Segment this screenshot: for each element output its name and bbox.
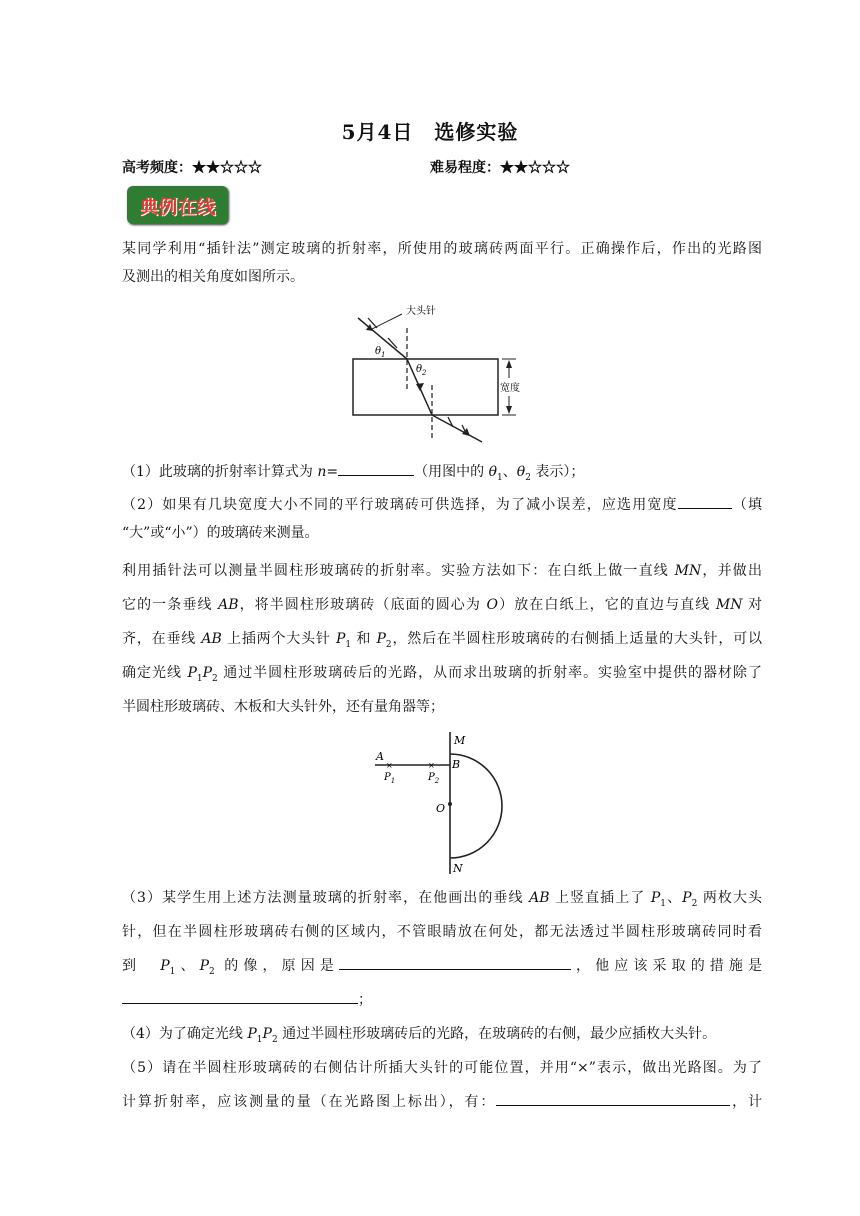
question-5-line-1: （5）请在半圆柱形玻璃砖的右侧估计所插大头针的可能位置，并用“×”表示，做出光路图。为了 (122, 1060, 762, 1076)
label-o: O (436, 802, 446, 815)
label-p1: $P_1$ (384, 772, 396, 785)
theta-2-label: $\theta_2$ (416, 364, 427, 377)
width-label: 宽度 (500, 383, 520, 394)
pin-label-leader (370, 314, 402, 330)
label-m: M (454, 734, 466, 747)
page-title: 5月4日 选修实验 (341, 120, 519, 144)
intro-line-1: 某同学利用“插针法”测定玻璃的折射率，所使用的玻璃砖两面平行。正确操作后，作出的光路图 (122, 241, 762, 257)
pin-label: 大头针 (406, 306, 436, 317)
emergent-ray (432, 415, 482, 442)
refracted-arrow (416, 383, 424, 391)
pin-marker-p2: × (428, 761, 435, 770)
difficulty-rating: 难易程度：★★☆☆☆ (430, 160, 570, 176)
example-badge (127, 186, 228, 224)
question-3-line-2: 针，但在半圆柱形玻璃砖右侧的区域内，不管眼睛放在何处，都无法透过半圆柱形玻璃砖同时看 (122, 924, 762, 940)
label-b: B (452, 758, 461, 771)
method-line-4: 确定光线 $P_1P_2$ 通过半圆柱形玻璃砖后的光路，从而求出玻璃的折射率。实验室中提供的器材除了 (122, 665, 763, 684)
frequency-rating: 高考频度：★★☆☆☆ (122, 160, 262, 176)
question-2-line-2: “大”或“小”）的玻璃砖来测量。 (122, 525, 319, 541)
question-3-line-4: ； (122, 986, 762, 1014)
method-line-3: 齐，在垂线 AB 上插两个大头针 $P_1$ 和 $P_2$，然后在半圆柱形玻璃砖的右侧插上适量的大头针，可以 (122, 631, 762, 650)
label-p2: $P_2$ (428, 772, 440, 785)
figure-semicircular-glass (370, 728, 510, 878)
question-5-line-2: 计算折射率，应该测量的量（在光路图上标出），有： ，计 (122, 1088, 762, 1116)
width-arrowhead-top (506, 360, 512, 368)
question-1: （1）此玻璃的折射率计算式为 n= （用图中的 $\theta_1$、$\theta_2$ 表示）； (122, 458, 762, 492)
method-line-1: 利用插针法可以测量半圆柱形玻璃砖的折射率。实验方法如下：在白纸上做一直线 MN，并做出 (122, 563, 762, 579)
question-4: （4）为了确定光线 $P_1P_2$ 通过半圆柱形玻璃砖后的光路，在玻璃砖的右侧，最少应插枚大头针。 (122, 1026, 717, 1045)
method-line-2: 它的一条垂线 AB，将半圆柱形玻璃砖（底面的圆心为 O）放在白纸上，它的直边与直线 MN 对 (122, 597, 763, 613)
question-2-line-1: （2）如果有几块宽度大小不同的平行玻璃砖可供选择，为了减小误差，应选用宽度 （填 (122, 491, 762, 519)
label-n: N (453, 862, 463, 875)
glass-slab (353, 359, 498, 415)
width-arrowhead-bottom (506, 406, 512, 414)
figure-parallel-glass-slab (340, 300, 540, 450)
pin-marker-p1: × (386, 761, 393, 770)
method-line-5: 半圆柱形玻璃砖、木板和大头针外，还有量角器等； (122, 699, 444, 715)
label-a: A (376, 750, 384, 763)
intro-line-2: 及测出的相关角度如图所示。 (122, 269, 304, 285)
point-o (448, 802, 452, 806)
question-3-line-3: 到 $P_1$、$P_2$ 的像，原因是 ，他应该采取的措施是 (122, 952, 762, 986)
example-badge-label: 典例在线 (139, 195, 216, 218)
question-3-line-1: （3）某学生用上述方法测量玻璃的折射率，在他画出的垂线 AB 上竖直插上了 $P_1$、$P_2$ 两枚大头 (122, 890, 763, 909)
theta-1-label: $\theta_1$ (375, 346, 386, 359)
